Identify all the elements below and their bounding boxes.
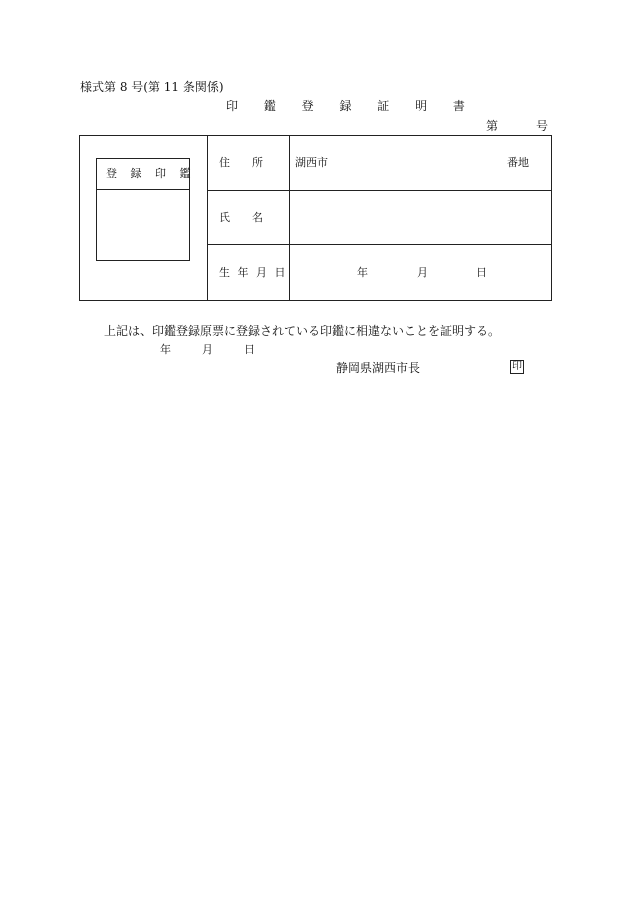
official-seal-mark: 印 <box>512 361 522 372</box>
issue-date <box>160 344 255 355</box>
table-divider <box>207 190 552 191</box>
form-number-label: 様式第 8 号(第 11 条関係) <box>80 80 224 94</box>
address-label: 住 所 <box>219 156 263 169</box>
address-city: 湖西市 <box>295 156 328 169</box>
table-divider <box>207 135 208 301</box>
birth-date-label: 生 年 月 日 <box>219 266 288 279</box>
name-label: 氏 名 <box>219 211 263 224</box>
seal-box-divider <box>96 189 190 190</box>
issue-day-label: 日 <box>244 343 255 356</box>
certificate-number-prefix: 第 <box>486 119 499 133</box>
issuer-name: 静岡県湖西市長 <box>336 361 421 375</box>
registered-seal-label: 登 録 印 鑑 <box>106 167 196 180</box>
address-suffix: 番地 <box>507 156 529 169</box>
table-divider <box>289 135 290 301</box>
issue-year-label: 年 <box>160 343 171 356</box>
birth-day-label: 日 <box>476 266 487 279</box>
certificate-number-suffix: 号 <box>536 119 549 133</box>
document-title: 印 鑑 登 録 証 明 書 <box>226 99 476 113</box>
table-divider <box>207 244 552 245</box>
certification-statement: 上記は、印鑑登録原票に登録されている印鑑に相違ないことを証明する。 <box>104 324 501 338</box>
birth-year-label: 年 <box>357 266 368 279</box>
birth-month-label: 月 <box>417 266 428 279</box>
issue-month-label: 月 <box>202 343 213 356</box>
